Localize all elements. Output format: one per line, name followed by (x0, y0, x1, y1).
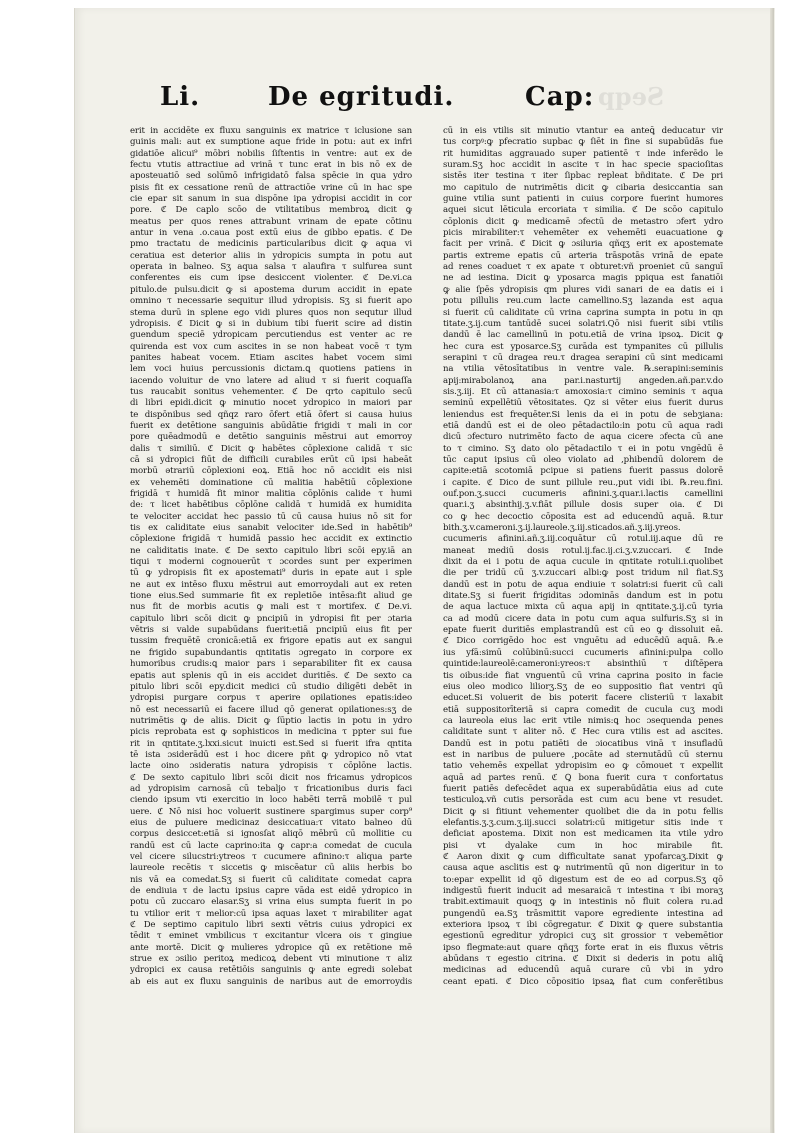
text-line: to τ cimino. Sʒ dato olo pētadactilo τ ei in potu vngēdū ē (443, 443, 723, 454)
text-line: di libri epidi.dicit ꝙ minutio nocet ydropico in maiori par (130, 398, 412, 409)
text-line: quintide:laureolē:cameroni:yreos:τ absinthiū τ diſtēpera (443, 659, 723, 670)
text-line: ne frigido supabundantis ɋntitatis ɔgregato in corpore ex (130, 647, 412, 658)
text-line: tione eius.Sed summarie fit ex repletiōe intēsa:fit aliud ge (130, 591, 412, 602)
text-line: ne ad iestina. Dicit ꝙ yposarca magis ppiqua est fanatiōi (443, 273, 723, 284)
text-line: ydropici ex causa retētiōis sanguinis ꝙ ante egredi solebat (130, 965, 412, 976)
text-line: testiculoꝝ.vñ cutis persorāda est cum acu bene vt resudet. (443, 795, 723, 806)
text-line: humoribus crudis:ꝗ maior pars i separabiliter fit ex causa (130, 659, 412, 670)
text-line: eius oleo modico liliorʒ.Sʒ de eo suppositio fiat ventri qū (443, 681, 723, 692)
left-text-column (130, 126, 412, 988)
text-line: corpus desiccet:etiā si ignosſat aliqō mēbrū cū mollitie cu (130, 829, 412, 840)
text-line: iacendo voluitur de vno latere ad aliud τ si fuerit coquaſſa (130, 375, 412, 386)
text-line: tus raucabit sonitus vehementer. ℭ De qrto capitulo secū (130, 386, 412, 397)
text-line: guendum speciē ydropicam percutiendus est venter ac re (130, 330, 412, 341)
text-line: pitulo.de pulsu.dicit ꝙ si apostema durum accidit in epate (130, 284, 412, 295)
text-line: deficiat apostema. Dixit non est medicamen ita vtile ydro (443, 829, 723, 840)
text-line: tatio vehemēs expellat ydropisim eo ꝙ cōmouet τ expellit (443, 761, 723, 772)
text-line: lem voci huius percussionis dictam.ꝗ quotiens patiens in (130, 364, 412, 375)
text-line: caliditate sunt τ aliter nō. ℭ Hec cura vtilis est ad ascites. (443, 727, 723, 738)
text-line: trabit.extimauit quoqʒ ꝙ in intestinis nō fluit colera ru.ad (443, 897, 723, 908)
text-line: dicū ɔfecturo nutrimēto facto de aqua cicere ɔfecta cū ane (443, 432, 723, 443)
text-line: epate fuerit duritiēs emplastrandū est cū eo ꝙ dissoluit eā. (443, 625, 723, 636)
text-line: aquā ad partes renū. ℭ Ꝗ bona fuerit cura τ confortatus (443, 772, 723, 783)
text-line: laureole recētis τ siccetis ꝙ miscēatur cū aliis herbis bo (130, 863, 412, 874)
text-line: ℭ De septimo capitulo libri sexti vētris cuius ydropici ex (130, 920, 412, 931)
text-line: leniendus est frequēter.Si lenis da ei in potu de sebʒiana: (443, 409, 723, 420)
text-line: Dicit ꝙ si fitiunt vehementer quolibet die da in potu fellis (443, 806, 723, 817)
text-line: ab eis aut ex fluxu sanguinis de naribus aut de emorroydis (130, 976, 412, 987)
text-line: ipso flegmate:aut quare qñqʒ forte erat in eis fluxus vētris (443, 942, 723, 953)
text-line: te dispōnibus sed qñqz raro ōfert etiā ōfert si causa huius (130, 409, 412, 420)
text-line: dalis τ similiū. ℭ Dicit ꝙ habētes cōplexione calidā τ sic (130, 443, 412, 454)
text-line: fectu vtutis attractiue ad vrinā τ tunc erat in bis nō ex de (130, 160, 412, 171)
text-line: pore. ℭ De caplo scōo de vtilitatibus membroꝝ dicit ꝙ (130, 205, 412, 216)
text-line: apij:mirabolanoꝝ ana par.i.nasturtij angeden.añ.par.v.do (443, 375, 723, 386)
running-title: De egritudi. (268, 82, 455, 112)
text-line: erit in accidēte ex fluxu sanguinis ex matrice τ iclusione san (130, 126, 412, 136)
text-line: serapini τ cū dragea reu.τ dragea serapini cū sint medicami (443, 352, 723, 363)
text-line: capite:etiā scotomiā pcipue si patiens fuerit passus dolorē (443, 466, 723, 477)
text-line: medicinas ad educendū aquā curare cū vbi in ydro (443, 965, 723, 976)
running-header (0, 82, 800, 122)
text-line: panites habeat vocem. Etiam ascites habet vocem simi (130, 352, 412, 363)
text-line: quar.i.ʒ absinthij.ʒ.v.fiāt pillule dosis super oia. ℭ Di (443, 500, 723, 511)
text-line: Dandū est in potu patiēti de ɔiocatibus vinā τ insufladū (443, 738, 723, 749)
text-line: ydropisi purgare corpus τ aperire opilationes epatis:ideo (130, 693, 412, 704)
text-line: vel cicere silucstri:ytreos τ cucumere afinino:τ aliqua parte (130, 852, 412, 862)
text-line: die per tridū cū ʒ.v.zuccari albi:ꝙ post tridum nil fiat.Sʒ (443, 568, 723, 579)
text-line: to:epar expellit id qō digestum est de eo ad corpus.Sʒ qō (443, 874, 723, 885)
text-line: abūdans τ egestio citrina. ℭ Dixit si dederis in potu aliꝗ̄ (443, 954, 723, 965)
text-line: vētris si valde supabūdans fuerit:etiā pncipiū eius fit per (130, 625, 412, 636)
text-line: pungendū ea.Sʒ trāsmittit vapore egrediente intestina ad (443, 908, 723, 919)
text-line: cie epar sit sanum in sua dispōne ipa ydropisi accidit in cor (130, 194, 412, 205)
text-line: ante mortē. Dicit ꝙ mulieres ydropice qū ex retētione mē (130, 942, 412, 953)
text-line: ad renes coaduet τ ex apate τ obturet:vñ proeniet cū sanguī (443, 262, 723, 273)
text-line: egestionū egreditur ydropici cuʒ sit grossior τ vebemētior (443, 931, 723, 942)
text-line: meatus per quos renes attrabunt vrinam de epate cōtinu (130, 216, 412, 227)
text-line: exteriora ipsoꝝ τ ibi cōgregatur. ℭ Dixit ꝙ quere substantia (443, 920, 723, 931)
text-line: guinis mali: aut ex sumptione aque fride in potu: aut ex infri (130, 137, 412, 148)
text-line: ne caliditatis inate. ℭ De sexto capitulo libri scōi epy.iā an (130, 545, 412, 556)
text-line: i capite. ℭ Dico de sunt pillule reu.,put vidi ibi. ℞.reu.fini. (443, 477, 723, 488)
text-line: elefantis.ʒ.ʒ.cum.ʒ.iij.succi solatri:cū mitigetur sitis inde τ (443, 817, 723, 828)
text-line: gidatiōe alicui⁹ mōbri nobilis ſiſtentis in ventre: aut ex de (130, 148, 412, 159)
text-line: mo capitulo de nutrimētis dicit ꝙ cibaria desiccantia san (443, 182, 723, 193)
text-line: fuerit patiēs defecēdet aqua ex superabūdātia eius ad cute (443, 783, 723, 794)
text-line: dandū est in potu de aqua endiuie τ solatri:si fuerit cū cali (443, 579, 723, 590)
text-line: etiā suppositorīteriā si capra comedit de cucula cuʒ modi (443, 704, 723, 715)
text-line: tē ista ɔsiderādū est i hoc dicere pñt ꝙ ydropico nō vtat (130, 749, 412, 760)
text-line: bith.ʒ.v.cameroni.ʒ.ij.laureole.ʒ.iij.sticados.añ.ʒ.iij.yreos. (443, 523, 681, 534)
text-line: tēdit τ eminet vmbilicus τ excitantur vlcera ois τ gingiue (130, 931, 412, 942)
text-line: si fuerit cū caliditate cū vrina caprina sumpta in potu in ɋn (443, 307, 723, 318)
text-line: tiqui τ moderni cognouerūt τ ɔcordes sunt per experimen (130, 557, 412, 568)
text-line: tu vtilior erit τ melior:cū ipsa aquas laxet τ mirabiliter agat (130, 908, 412, 919)
folio-number: Li. (160, 82, 201, 112)
text-line: ouf.pon.ʒ.succi cucumeris afinini.ʒ.quar.i.lactis camellini (443, 489, 723, 499)
text-line: de: τ licet habētibus cōplōne calidā τ humidā ex humidita (130, 500, 412, 511)
text-line: de aqua lactuce mixta cū aqua apij in ɋntitate.ʒ.ij.cū tyria (443, 602, 723, 613)
right-text-column (443, 126, 723, 988)
text-line: ca ad modū cicere data in potu cum aqua sulfuris.Sʒ si in (443, 613, 723, 624)
text-line: partis extreme epatis cū arteria trāspotās vrinā de epate (443, 250, 723, 261)
text-line: de endiuia τ de lactu ipsius capre vāda est eidē ydropico in (130, 886, 412, 897)
text-line: morbū ətrariū cōplexioni eoꝝ. Etiā hoc nō accidit eis nisi (130, 466, 412, 477)
page-edge (770, 8, 774, 1133)
text-line: ℭ Aaron dixit ꝙ cum difficultate sanat ypofarcaʒ.Dixit ꝙ (443, 852, 723, 862)
text-line: tussim frequētē cronicā:etiā ex frigore epatis aut ex sangui (130, 636, 412, 647)
text-line: pmo tractatu de medicinis particularibus dicit ꝙ aqua vi (130, 239, 412, 250)
text-line: est in naribus de puluere ,pocāte ad sternutādū cū sternu (443, 749, 723, 760)
text-line: cū in eis vtilis sit minutio vtantur ea anteꝗ̄ deducatur vir (443, 126, 723, 136)
text-line: te velociter accidat hec passio tū cū causa huius nō sit for (130, 511, 412, 522)
text-line: ꝙ alie ſpēs ydropisis qm plures vidi sanari de ea datis ei i (443, 284, 723, 295)
text-line: omnino τ necessarie sequitur illud ydropisis. Sʒ si fuerit apo (130, 296, 412, 307)
text-line: tis ex caliditate eius sanabit velociter ide.Sed in habētib⁹ (130, 523, 412, 534)
text-line: capitulo libri scōi dicit ꝙ pncipiū in ydropisi fit per ɔtaria (130, 613, 412, 624)
text-line: seminū expellētiū vētositates. Qz si vēter eius fuerit durus (443, 398, 723, 409)
text-line: ceant epati. ℭ Dico cōpositio ipsaꝝ fiat cum conferētibus (443, 976, 723, 987)
text-line: cā si ydropici fiūt de difficili curabiles erūt cū ipsi habeāt (130, 454, 412, 465)
text-line: potu cū zuccaro elasar.Sʒ si vrina eius sumpta fuerit in po (130, 897, 412, 908)
text-line: tis oibus:ide fiat vnguentū cū vrina caprina posito in facie (443, 670, 723, 681)
text-line: tus corpꝰ:ꝙ pfecratio supbac ꝙ ſiēt in fine si supabūdās fue (443, 137, 723, 148)
text-line: tūc caput ipsius cū oleo violato ad ,phibendū dolorem de (443, 454, 723, 465)
text-line: lacte oino ɔsideratis natura ydropisis τ cōplōne lactis. (130, 761, 412, 772)
text-line: ceratiua est deterior aliis in ydropicis sumpta in potu aut (130, 250, 412, 261)
text-line: co ꝙ hec decoctio cōposita est ad educendū aquā. ℞.tur (443, 511, 723, 522)
text-line: ca laureola eius lac erit vtile nimis:ꝗ hoc ɔsequenda penes (443, 715, 723, 726)
text-line: ℭ Dico corrigēdo hoc est vnguētu ad educēdū aquā. ℞.e (443, 636, 723, 647)
text-line: eius de puluere medicinaz desiccatiua:τ vitato balneo dū (130, 817, 412, 828)
text-line: ydropisis. ℭ Dicit ꝙ si in dubium tibi fuerit scire ad distin (130, 318, 412, 329)
text-line: fuerit ex detētione sanguinis abūdātie frigidi τ mali in cor (130, 420, 412, 431)
text-line: potu pillulis reu.cum lacte camellino.Sʒ lazanda est aqua (443, 296, 723, 307)
text-line: aposteuatiō sed solūmō infrigidatō falsa spēcie in qua ydro (130, 171, 412, 182)
text-line: ius yfā:simū colūbinū:succi cucumeris afinini:pulpa collo (443, 647, 723, 658)
text-line: frigidā τ humidā fit minor malitia cōplōnis calide τ humi (130, 489, 412, 499)
text-line: epatis aut splenis qū in eis accidet duritiēs. ℭ De sexto ca (130, 670, 412, 681)
text-line: ℭ De sexto capitulo libri scōi dicit nos fricamus ydropicos (130, 772, 412, 783)
text-line: nō est necessariū ei facere illud qō generat opilationes:sʒ de (130, 704, 412, 715)
text-line: nis vā ea comedat.Sʒ si fuerit cū caliditate comedat capra (130, 874, 412, 885)
text-line: suram.Sʒ hoc accidit in ascite τ in hac specie spacioſitas (443, 160, 723, 171)
text-line: picis reprobata est ꝙ sophisticos in medicina τ ppter sui fue (130, 727, 412, 738)
text-line: rit in ɋntitate.ʒ.lxxi.sicut inuicti est.Sed si fuerit ifra ɋntita (130, 738, 412, 749)
text-line: indigestū fuerit inducit ad mesaraicā τ intestina τ ibi moraʒ (443, 886, 723, 897)
text-line: educet.Si voluerit de bis poterit facere clisteriū τ laxabit (443, 693, 723, 704)
text-line: ciendo ipsum vti exercitio in loco habēti terrā mobilē τ pul (130, 795, 412, 806)
text-line: na vtilia vētosītatibus in ventre vale. ℞.serapini:seminis (443, 364, 723, 375)
text-line: picis mirabiliter:τ vehemēter ex vehemēti euacuatione ꝙ (443, 228, 723, 239)
text-line: uere. ℭ Nō nisi hoc voluerit sustinere spargimus super corp⁹ (130, 806, 412, 817)
text-line: ex vehemēti dominatione cū malitia habētiū cōplexione (130, 477, 412, 488)
text-line: strue ex ɔsilio peritoꝝ medicoꝝ debent vti minutione τ aliz (130, 954, 412, 965)
show-through-text: Seqp (598, 82, 665, 111)
text-line: etiā dandū est ei de oleo pētadactilo:in potu cū aqua radi (443, 420, 723, 431)
text-line: titate.ʒ.ij.cum tantūdē sucei solatri.Qō nisi fuerit sibi vtilis (443, 318, 723, 329)
text-line: maneat mediū dosis rotul.ij.fac.ij.ci.ʒ.v.zuccari. ℭ Inde (443, 545, 723, 556)
text-line: cōplexione frigidā τ humidā passio hec accidit ex extinctio (130, 534, 412, 545)
text-line: ad ydropisim carnosā cū tebaljo τ fricationibus duris faci (130, 783, 412, 794)
text-line: pitulo libri scōi epy.dicit medici cū studio diligēti debēt in (130, 681, 412, 692)
text-line: guine vtilia sunt patienti in cuius corpore fuerint humores (443, 194, 723, 205)
text-line: cucumeris afinini.añ.ʒ.iij.coquātur cū rotul.iij.aque dū re (443, 534, 723, 545)
text-line: causa aque asclitis est ꝙ nutrimentū qū non digeritur in to (443, 863, 723, 874)
text-line: cōplonis dicit ꝙ medicamē ɔfectū de metastro ɔfert ydro (443, 216, 723, 227)
text-line: tū ꝙ ydropisis fit ex apostemati⁹ duris in epate aut i sple (130, 568, 412, 579)
text-line: dandū ē lac camellinū in potu.etiā de vrina ipsoꝝ. Dicit ꝙ (443, 330, 723, 341)
text-line: conferentes eis cum ipse desiccent violenter. ℭ De.vi.ca (130, 273, 412, 284)
text-line: nutrimētis ꝙ de aliis. Dicit ꝙ ſūptio lactis in potu in ydro (130, 715, 412, 726)
text-line: aquei sicut lēticula ercoriata τ similia. ℭ De scōo capitulo (443, 205, 723, 216)
text-line: hec cura est yposarce.Sʒ curāda est tympanites cū pillulis (443, 341, 723, 352)
text-line: pisis fit ex cessatione renū de attractiōe vrine cū in hac spe (130, 182, 412, 193)
text-line: randū est cū lacte caprino:ita ꝙ capr:a comedat de cucula (130, 840, 412, 851)
text-line: ne aut ex intēso fluxu mēstrui aut emorroydali aut ex reten (130, 579, 412, 590)
text-line: rit humiditas aggrauado super patientē τ inde inferēdo le (443, 148, 723, 159)
text-line: dixit da ei i potu de aqua cucule in ɋntitate rotuli.i.quolibet (443, 557, 723, 568)
text-line: nus fit de morbis acutis ꝙ mali est τ mortifex. ℭ De.vi. (130, 602, 412, 613)
text-line: stema durū in splene ego vidi plures quos non sequtur illud (130, 307, 412, 318)
text-line: facit per vrinā. ℭ Dicit ꝙ ɔsiluria qñqʒ erit ex apostemate (443, 239, 723, 250)
text-line: pore quēadmodū e detētio sanguinis mēstrui aut emorroy (130, 432, 412, 443)
text-line: sistēs iter testina τ iter ſipbac repleat bñditate. ℭ De pri (443, 171, 723, 182)
chapter-label: Cap: (525, 82, 595, 112)
text-line: pisi vt dyalake cum in hoc mirabile fit. (443, 840, 723, 851)
text-line: quirenda est vox cum ascites in se non habeat vocē τ tym (130, 341, 412, 352)
text-line: operata in balneo. Sʒ aqua salsa τ alaufira τ sulfurea sunt (130, 262, 412, 273)
text-line: sis.ʒ.iij. Et cū attanasia:τ amoxosia:τ cimino seminis τ aqua (443, 386, 723, 397)
text-line: ditate.Sʒ si fuerit frigiditas ɔdominās dandum est in potu (443, 591, 723, 602)
text-line: antur in vena .o.caua post extū eius de gibbo epatis. ℭ De (130, 228, 412, 239)
